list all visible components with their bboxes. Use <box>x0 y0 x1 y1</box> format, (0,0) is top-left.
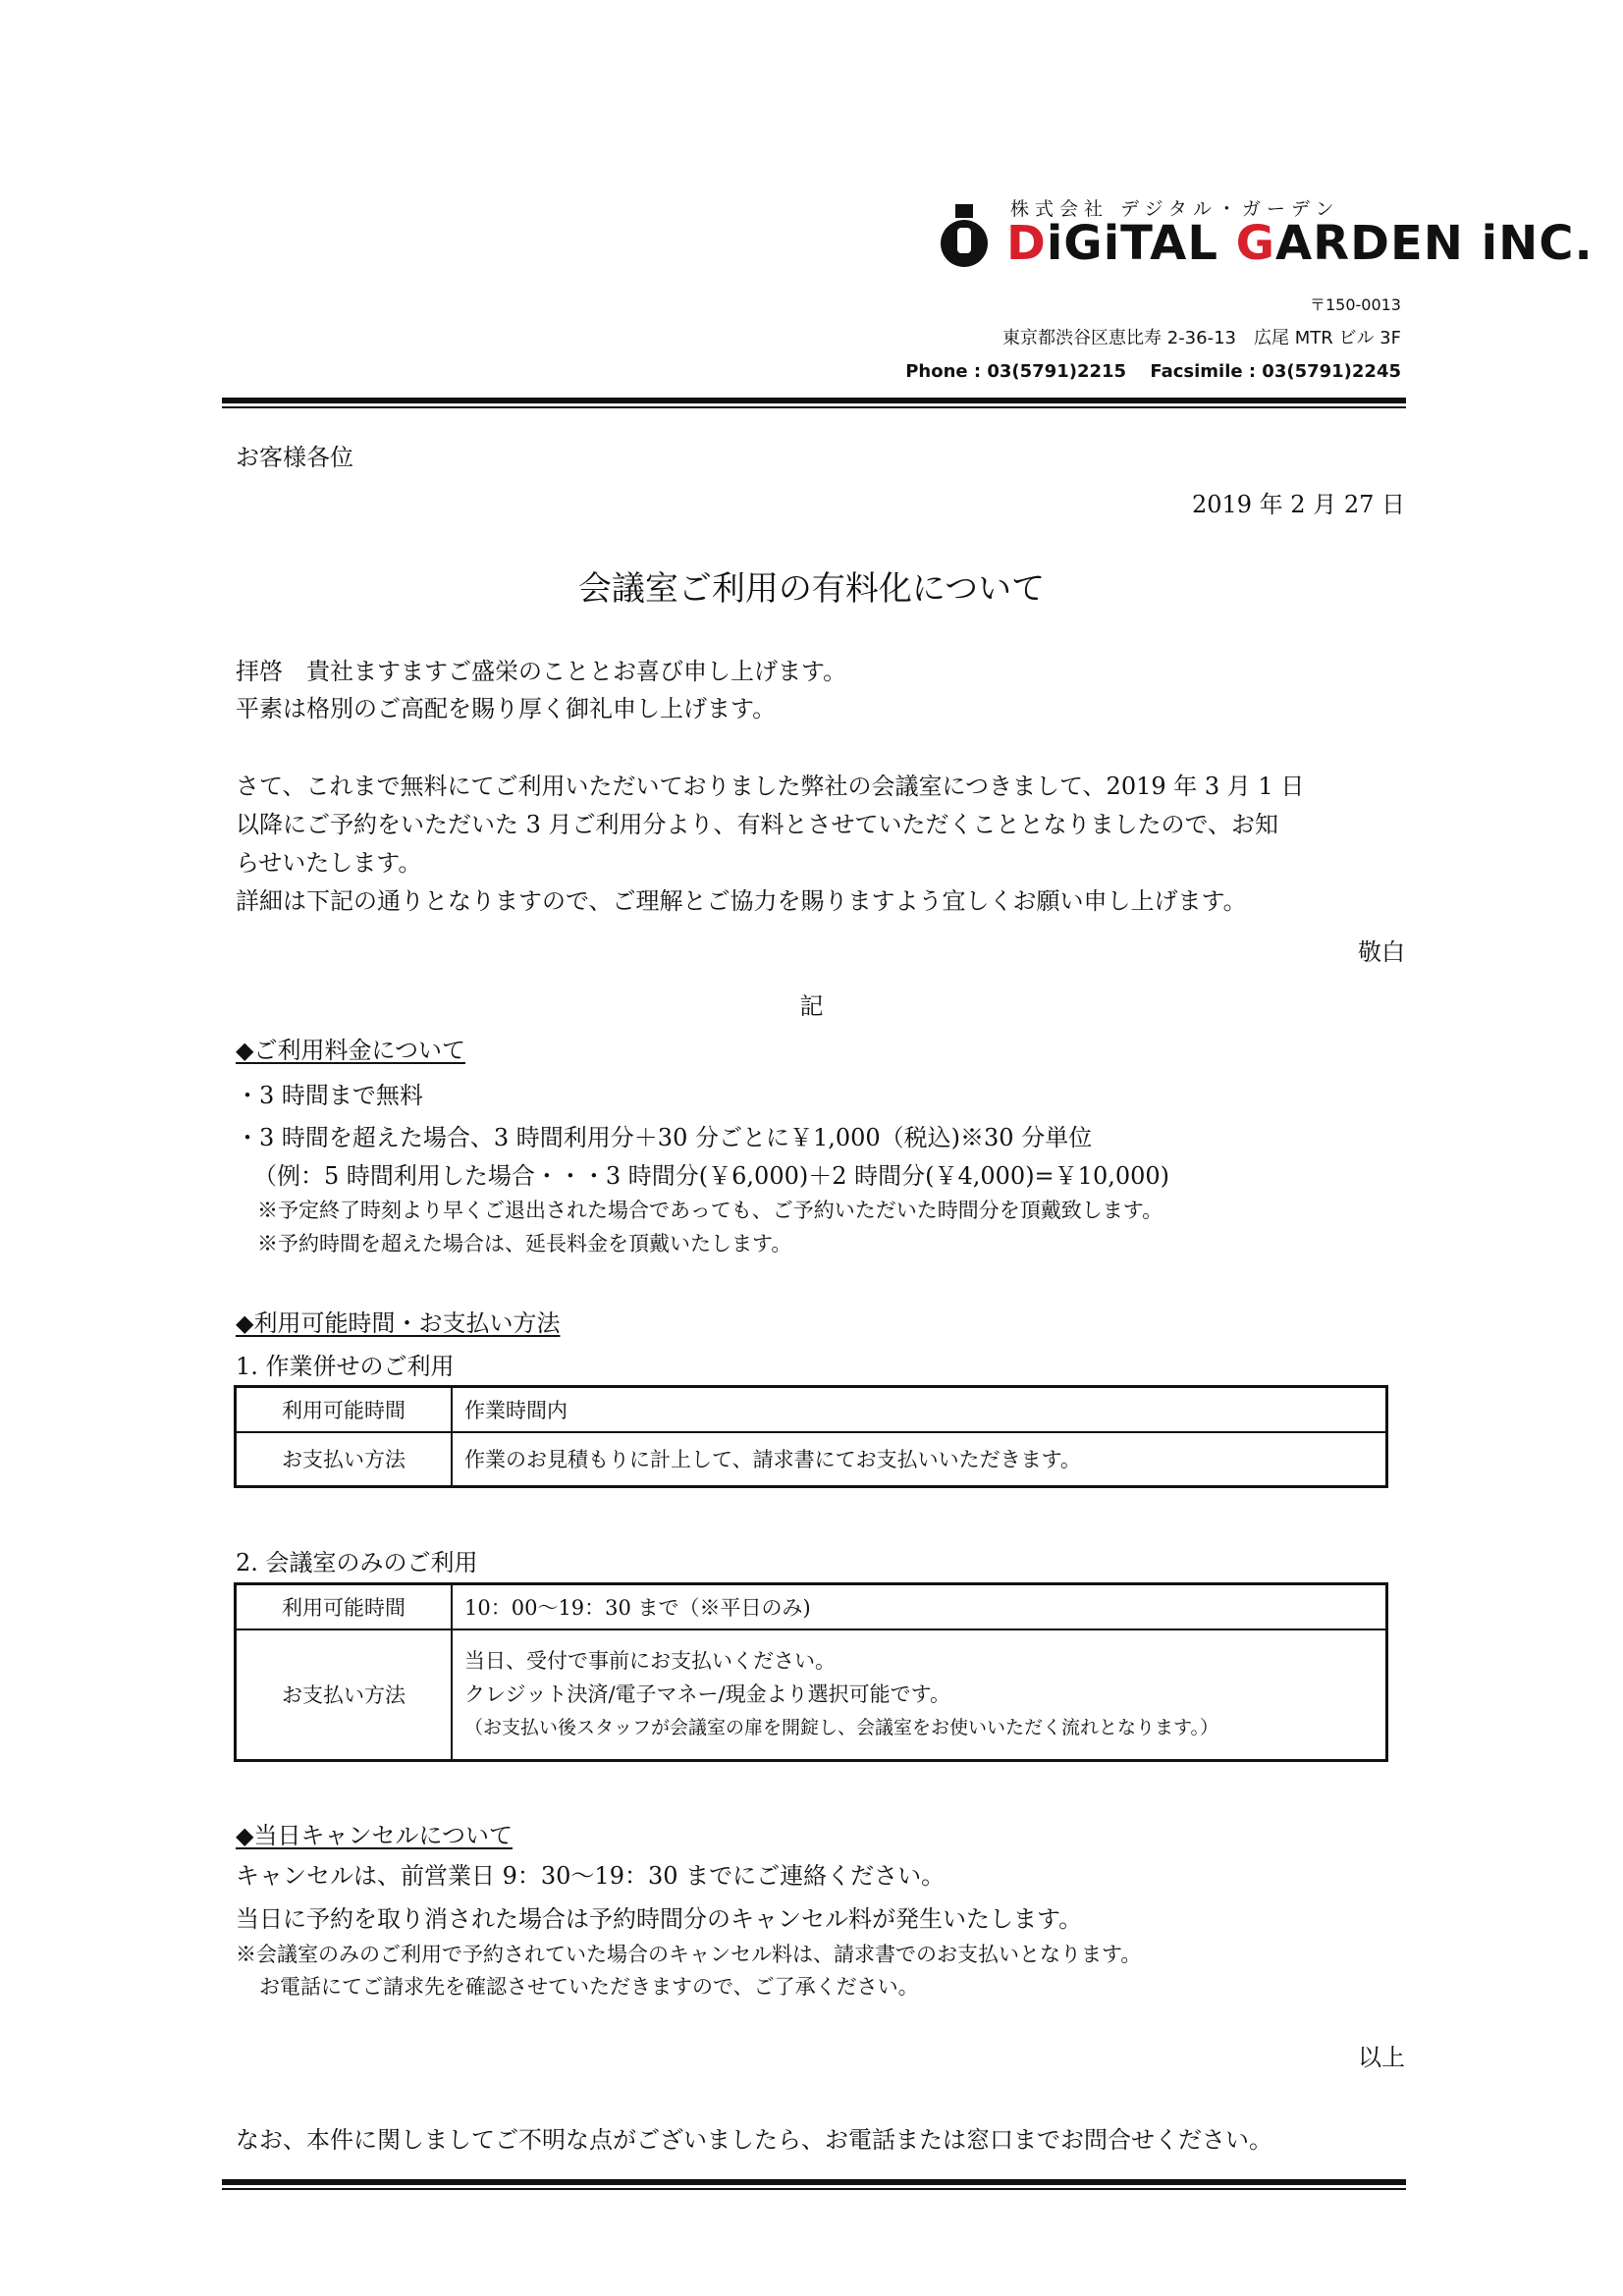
cancel-heading: ◆当日キャンセルについて <box>236 1822 513 1849</box>
postal-code: 〒150-0013 <box>1309 295 1401 314</box>
header-divider <box>222 398 1406 408</box>
payment-note: （お支払い後スタッフが会議室の扉を開錠し、会議室をお使いいただく流れとなります。） <box>464 1717 1218 1739</box>
label-payment-method: お支払い方法 <box>236 1629 453 1761</box>
closing-line: なお、本件に関しましてご不明な点がございましたら、お電話または窓口までお問合せください。 <box>236 2126 1272 2154</box>
body-line: 以降にご予約をいただいた 3 月ご利用分より、有料とさせていただくこととなりましたので、お知 <box>236 811 1279 838</box>
payment-line: クレジット決済/電子マネー/現金より選択可能です。 <box>464 1682 950 1707</box>
payment-method-cell <box>452 1629 1387 1761</box>
keigu: 敬白 <box>1358 938 1405 966</box>
available-time-value: 10：00～19：30 まで（※平日のみ) <box>452 1584 1387 1629</box>
cancel-line: 当日に予約を取り消された場合は予約時間分のキャンセル料が発生いたします。 <box>236 1905 1083 1933</box>
intro-line: 平素は格別のご高配を賜り厚く御礼申し上げます。 <box>236 695 777 722</box>
cancel-note: ※会議室のみのご利用で予約されていた場合のキャンセル料は、請求書でのお支払いとなります。 <box>236 1943 1142 1966</box>
company-address: 東京都渋谷区恵比寿 2-36-13 広尾 MTR ビル 3F <box>1002 328 1401 348</box>
fee-heading: ◆ご利用料金について <box>236 1037 465 1064</box>
company-name: DiGiTAL GARDEN iNC. <box>1006 216 1594 271</box>
fee-note: ※予定終了時刻より早くご退出された場合であっても、ご予約いただいた時間分を頂戴致します。 <box>257 1199 1163 1222</box>
fee-line: ・3 時間まで無料 <box>236 1082 423 1109</box>
fee-note: ※予約時間を超えた場合は、延長料金を頂戴いたします。 <box>257 1232 792 1255</box>
ijou: 以上 <box>1358 2044 1405 2071</box>
recipient: お客様各位 <box>236 444 353 471</box>
usage-table-2 <box>234 1582 1388 1762</box>
fee-line: ・3 時間を超えた場合、3 時間利用分＋30 分ごとに￥1,000（税込)※30 分単位 <box>236 1124 1093 1151</box>
sub-heading-1: 1. 作業併せのご利用 <box>236 1353 455 1380</box>
body-line: 詳細は下記の通りとなりますので、ご理解とご協力を賜りますよう宜しくお願い申し上げます。 <box>236 887 1247 915</box>
payment-method-value: 作業のお見積もりに計上して、請求書にてお支払いいただきます。 <box>452 1432 1387 1487</box>
ki-heading: 記 <box>799 992 824 1020</box>
company-logo <box>938 194 1594 281</box>
intro-line: 拝啓 貴社ますますご盛栄のこととお喜び申し上げます。 <box>236 658 847 685</box>
label-payment-method: お支払い方法 <box>236 1432 453 1487</box>
label-available-time: 利用可能時間 <box>236 1584 453 1629</box>
page-title: 会議室ご利用の有料化について <box>577 569 1046 609</box>
label-available-time: 利用可能時間 <box>236 1387 453 1432</box>
usage-table-1 <box>234 1385 1388 1488</box>
fee-example: （例：5 時間利用した場合・・・3 時間分(￥6,000)＋2 時間分(￥4,000)=￥10,000) <box>253 1162 1170 1190</box>
hours-heading: ◆利用可能時間・お支払い方法 <box>236 1309 561 1337</box>
footer-divider <box>222 2179 1406 2190</box>
body-line: さて、これまで無料にてご利用いただいておりました弊社の会議室につきまして、2019 年 3 月 1 日 <box>236 773 1305 800</box>
phone-fax: Phone : 03(5791)2215 Facsimile : 03(5791)2245 <box>905 361 1401 382</box>
document-date: 2019 年 2 月 27 日 <box>1191 491 1405 518</box>
cancel-line: キャンセルは、前営業日 9：30～19：30 までにご連絡ください。 <box>236 1862 946 1890</box>
available-time-value: 作業時間内 <box>452 1387 1387 1432</box>
sub-heading-2: 2. 会議室のみのご利用 <box>236 1549 478 1576</box>
flask-logo-icon <box>938 204 991 269</box>
body-line: らせいたします。 <box>236 849 422 877</box>
cancel-note: お電話にてご請求先を確認させていただきますので、ご了承ください。 <box>259 1975 919 1999</box>
payment-line: 当日、受付で事前にお支払いください。 <box>464 1649 836 1674</box>
company-kana: 株式会社 デジタル・ガーデン <box>1010 198 1340 220</box>
